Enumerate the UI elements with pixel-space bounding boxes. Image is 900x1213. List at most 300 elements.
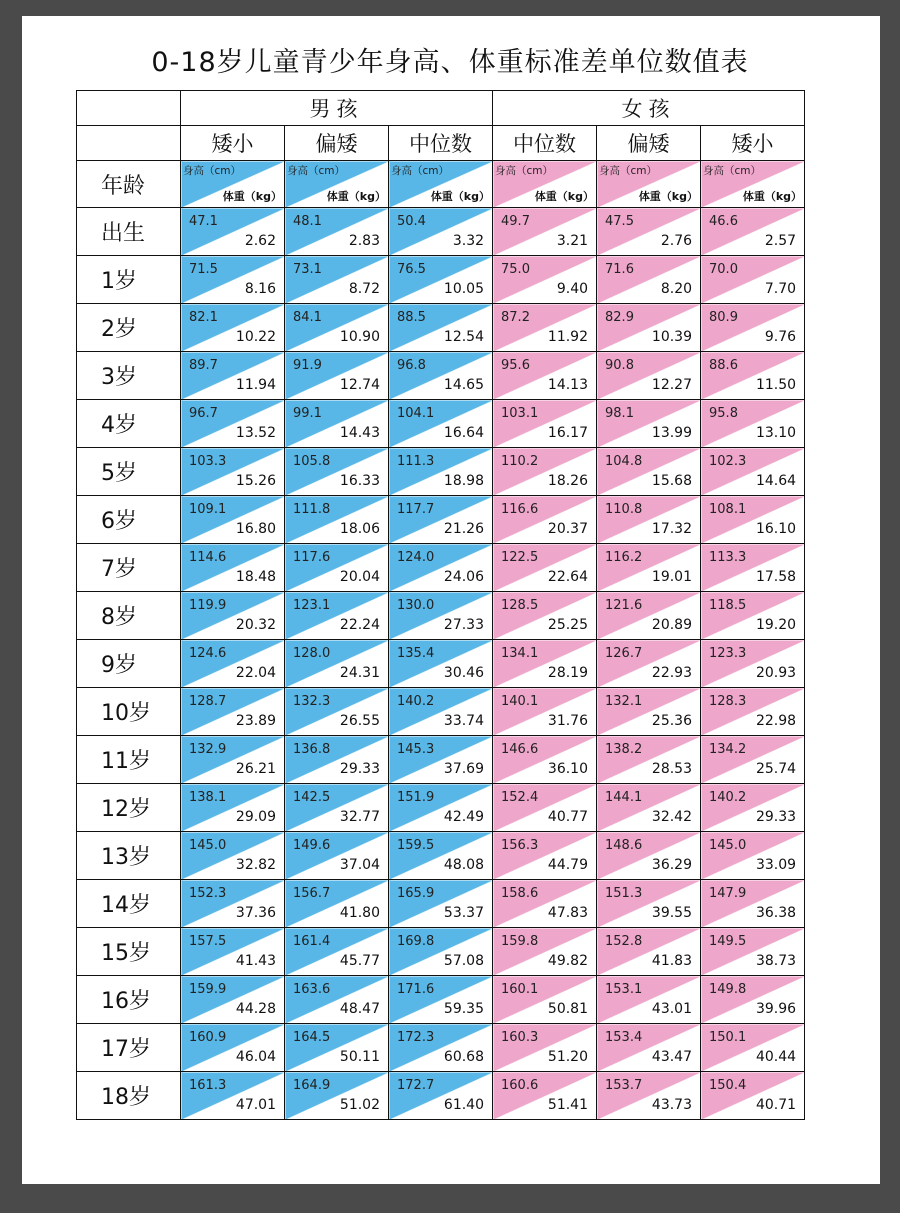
weight-value: 40.44 xyxy=(755,1049,797,1065)
height-value: 82.9 xyxy=(605,310,634,325)
height-value: 169.8 xyxy=(397,934,435,949)
age-label: 9岁 xyxy=(77,640,181,688)
weight-value: 43.73 xyxy=(651,1097,693,1113)
weight-value: 11.92 xyxy=(547,329,589,345)
girl-value-cell xyxy=(493,1072,597,1120)
table-row xyxy=(77,592,805,640)
weight-value: 20.93 xyxy=(755,665,797,681)
height-value: 76.5 xyxy=(397,262,426,277)
weight-value: 22.64 xyxy=(547,569,589,585)
boy-value-cell xyxy=(181,592,285,640)
height-value: 71.5 xyxy=(189,262,218,277)
boy-value-cell xyxy=(285,880,389,928)
weight-value: 26.21 xyxy=(235,761,276,777)
height-value: 84.1 xyxy=(293,310,322,325)
girl-value-cell xyxy=(701,208,805,256)
weight-value: 41.83 xyxy=(651,953,693,969)
height-value: 135.4 xyxy=(397,646,435,661)
girl-value-cell xyxy=(701,1072,805,1120)
girl-value-cell xyxy=(701,640,805,688)
boy-value-cell xyxy=(181,448,285,496)
weight-unit-label: 体重（kg） xyxy=(222,190,282,203)
girl-value-cell xyxy=(493,688,597,736)
blank-cell xyxy=(77,126,181,161)
girl-value-cell xyxy=(701,400,805,448)
girl-value-cell xyxy=(493,304,597,352)
height-value: 103.1 xyxy=(501,406,539,421)
girl-value-cell xyxy=(597,592,701,640)
height-value: 150.4 xyxy=(709,1078,747,1093)
height-value: 156.3 xyxy=(501,838,539,853)
girl-value-cell xyxy=(597,784,701,832)
weight-value: 29.33 xyxy=(339,761,380,777)
height-value: 150.1 xyxy=(709,1030,747,1045)
height-value: 147.9 xyxy=(709,886,747,901)
boy-unit-cell xyxy=(181,161,285,208)
weight-value: 22.93 xyxy=(651,665,693,681)
girl-value-cell xyxy=(597,256,701,304)
girl-value-cell xyxy=(597,736,701,784)
age-label: 8岁 xyxy=(77,592,181,640)
height-unit-label: 身高（cm） xyxy=(391,165,450,177)
height-value: 90.8 xyxy=(605,358,634,373)
height-value: 153.7 xyxy=(605,1078,643,1093)
weight-value: 27.33 xyxy=(443,617,485,633)
weight-value: 26.55 xyxy=(339,713,380,729)
weight-value: 61.40 xyxy=(443,1097,485,1113)
weight-value: 40.77 xyxy=(547,809,589,825)
height-value: 149.5 xyxy=(709,934,747,949)
height-value: 140.2 xyxy=(709,790,747,805)
weight-value: 8.20 xyxy=(660,281,693,297)
boy-value-cell xyxy=(285,496,389,544)
height-value: 128.7 xyxy=(189,694,227,709)
height-value: 110.8 xyxy=(605,502,643,517)
boy-value-cell xyxy=(285,976,389,1024)
weight-value: 37.36 xyxy=(235,905,276,921)
height-value: 117.7 xyxy=(397,502,435,517)
height-value: 124.0 xyxy=(397,550,435,565)
weight-value: 8.72 xyxy=(348,281,380,297)
weight-value: 8.16 xyxy=(244,281,276,297)
growth-standards-table xyxy=(76,90,805,1120)
height-value: 118.5 xyxy=(709,598,747,613)
boy-value-cell xyxy=(389,640,493,688)
weight-value: 33.09 xyxy=(755,857,797,873)
girl-col-header: 矮小 xyxy=(701,126,805,161)
table-row xyxy=(77,496,805,544)
girl-value-cell xyxy=(701,352,805,400)
height-value: 156.7 xyxy=(293,886,331,901)
girl-value-cell xyxy=(597,832,701,880)
height-value: 172.3 xyxy=(397,1030,435,1045)
weight-value: 14.65 xyxy=(443,377,485,393)
height-value: 102.3 xyxy=(709,454,747,469)
girl-value-cell xyxy=(493,496,597,544)
height-value: 111.3 xyxy=(397,454,435,469)
girl-value-cell xyxy=(701,448,805,496)
boy-value-cell xyxy=(285,928,389,976)
height-value: 138.1 xyxy=(189,790,227,805)
boy-value-cell xyxy=(285,640,389,688)
girl-value-cell xyxy=(701,832,805,880)
height-value: 152.8 xyxy=(605,934,643,949)
height-value: 47.5 xyxy=(605,214,634,229)
weight-value: 36.29 xyxy=(651,857,693,873)
boy-value-cell xyxy=(389,496,493,544)
height-value: 172.7 xyxy=(397,1078,435,1093)
corner-cell xyxy=(77,91,181,126)
height-value: 121.6 xyxy=(605,598,643,613)
height-value: 146.6 xyxy=(501,742,539,757)
table-row xyxy=(77,1024,805,1072)
boy-value-cell xyxy=(181,928,285,976)
height-value: 159.9 xyxy=(189,982,227,997)
weight-value: 16.33 xyxy=(339,473,380,489)
boy-value-cell xyxy=(285,448,389,496)
age-header: 年龄 xyxy=(77,161,181,208)
girl-value-cell xyxy=(701,784,805,832)
weight-value: 2.57 xyxy=(764,233,797,249)
page-title: 0-18岁儿童青少年身高、体重标准差单位数值表 xyxy=(151,47,749,78)
weight-value: 19.01 xyxy=(651,569,693,585)
weight-value: 18.98 xyxy=(443,473,485,489)
height-value: 111.8 xyxy=(293,502,331,517)
table-row xyxy=(77,784,805,832)
weight-value: 12.74 xyxy=(339,377,380,393)
table-row xyxy=(77,208,805,256)
table-row xyxy=(77,688,805,736)
height-value: 105.8 xyxy=(293,454,331,469)
height-value: 159.5 xyxy=(397,838,435,853)
weight-value: 11.50 xyxy=(755,377,797,393)
boy-col-header: 矮小 xyxy=(181,126,285,161)
height-value: 71.6 xyxy=(605,262,634,277)
girl-value-cell xyxy=(597,544,701,592)
weight-value: 15.26 xyxy=(235,473,276,489)
height-value: 132.3 xyxy=(293,694,331,709)
weight-value: 51.41 xyxy=(547,1097,589,1113)
boy-value-cell xyxy=(389,1072,493,1120)
weight-value: 31.76 xyxy=(547,713,589,729)
weight-value: 22.04 xyxy=(235,665,276,681)
weight-value: 14.13 xyxy=(547,377,589,393)
height-value: 88.6 xyxy=(709,358,738,373)
boy-value-cell xyxy=(181,880,285,928)
boy-value-cell xyxy=(285,304,389,352)
weight-value: 47.01 xyxy=(235,1097,276,1113)
weight-unit-label: 体重（kg） xyxy=(638,190,699,203)
girl-value-cell xyxy=(493,784,597,832)
age-label: 7岁 xyxy=(77,544,181,592)
height-value: 109.1 xyxy=(189,502,227,517)
weight-value: 7.70 xyxy=(764,281,797,297)
girl-value-cell xyxy=(493,880,597,928)
girl-group-header: 女孩 xyxy=(493,91,805,126)
weight-value: 51.02 xyxy=(339,1097,380,1113)
boy-value-cell xyxy=(389,880,493,928)
height-value: 114.6 xyxy=(189,550,227,565)
weight-value: 29.09 xyxy=(235,809,276,825)
weight-value: 42.49 xyxy=(443,809,485,825)
table-row xyxy=(77,736,805,784)
girl-value-cell xyxy=(493,256,597,304)
height-value: 95.8 xyxy=(709,406,738,421)
boy-value-cell xyxy=(285,784,389,832)
height-value: 128.0 xyxy=(293,646,331,661)
height-value: 89.7 xyxy=(189,358,218,373)
weight-value: 40.71 xyxy=(755,1097,797,1113)
age-label: 出生 xyxy=(77,208,181,256)
age-label: 3岁 xyxy=(77,352,181,400)
boy-value-cell xyxy=(389,304,493,352)
boy-value-cell xyxy=(389,976,493,1024)
height-value: 140.1 xyxy=(501,694,539,709)
girl-unit-cell xyxy=(701,161,805,208)
weight-unit-label: 体重（kg） xyxy=(534,190,595,203)
height-value: 123.1 xyxy=(293,598,331,613)
weight-value: 13.10 xyxy=(755,425,797,441)
weight-value: 53.37 xyxy=(443,905,485,921)
height-value: 47.1 xyxy=(189,214,218,229)
height-value: 149.8 xyxy=(709,982,747,997)
weight-value: 2.62 xyxy=(244,233,276,249)
boy-value-cell xyxy=(181,736,285,784)
girl-value-cell xyxy=(597,640,701,688)
weight-value: 36.10 xyxy=(547,761,589,777)
boy-value-cell xyxy=(389,400,493,448)
girl-value-cell xyxy=(493,352,597,400)
weight-value: 16.64 xyxy=(443,425,485,441)
weight-value: 44.28 xyxy=(235,1001,276,1017)
weight-value: 11.94 xyxy=(235,377,276,393)
height-value: 160.1 xyxy=(501,982,539,997)
weight-value: 18.06 xyxy=(339,521,380,537)
table-row xyxy=(77,544,805,592)
age-label: 17岁 xyxy=(77,1024,181,1072)
girl-value-cell xyxy=(493,448,597,496)
height-value: 153.1 xyxy=(605,982,643,997)
girl-value-cell xyxy=(493,832,597,880)
weight-value: 16.10 xyxy=(755,521,797,537)
boy-value-cell xyxy=(285,400,389,448)
height-value: 117.6 xyxy=(293,550,331,565)
weight-value: 9.40 xyxy=(556,281,589,297)
height-value: 160.9 xyxy=(189,1030,227,1045)
boy-value-cell xyxy=(181,1072,285,1120)
age-label: 13岁 xyxy=(77,832,181,880)
girl-value-cell xyxy=(597,352,701,400)
boy-value-cell xyxy=(389,1024,493,1072)
weight-value: 20.04 xyxy=(339,569,380,585)
girl-value-cell xyxy=(701,304,805,352)
weight-value: 43.01 xyxy=(651,1001,693,1017)
height-value: 136.8 xyxy=(293,742,331,757)
age-label: 4岁 xyxy=(77,400,181,448)
height-value: 152.3 xyxy=(189,886,227,901)
height-value: 144.1 xyxy=(605,790,643,805)
table-row xyxy=(77,1072,805,1120)
height-value: 164.9 xyxy=(293,1078,331,1093)
height-unit-label: 身高（cm） xyxy=(599,165,658,177)
table-row xyxy=(77,304,805,352)
height-value: 130.0 xyxy=(397,598,435,613)
table-row xyxy=(77,256,805,304)
boy-value-cell xyxy=(285,1024,389,1072)
weight-value: 22.24 xyxy=(339,617,380,633)
height-value: 98.1 xyxy=(605,406,634,421)
weight-value: 28.19 xyxy=(547,665,589,681)
weight-value: 18.26 xyxy=(547,473,589,489)
weight-value: 16.17 xyxy=(547,425,589,441)
weight-value: 32.82 xyxy=(235,857,276,873)
girl-value-cell xyxy=(701,256,805,304)
weight-value: 13.52 xyxy=(235,425,276,441)
boy-value-cell xyxy=(285,208,389,256)
height-value: 134.2 xyxy=(709,742,747,757)
weight-value: 60.68 xyxy=(443,1049,485,1065)
table-row xyxy=(77,352,805,400)
height-value: 82.1 xyxy=(189,310,218,325)
height-unit-label: 身高（cm） xyxy=(287,165,346,177)
height-value: 116.2 xyxy=(605,550,643,565)
age-label: 15岁 xyxy=(77,928,181,976)
height-value: 163.6 xyxy=(293,982,331,997)
girl-value-cell xyxy=(701,928,805,976)
girl-col-header: 中位数 xyxy=(493,126,597,161)
weight-value: 18.48 xyxy=(235,569,276,585)
boy-value-cell xyxy=(389,352,493,400)
age-label: 12岁 xyxy=(77,784,181,832)
table-row xyxy=(77,880,805,928)
boy-value-cell xyxy=(389,544,493,592)
girl-unit-cell xyxy=(597,161,701,208)
height-unit-label: 身高（cm） xyxy=(703,165,762,177)
boy-value-cell xyxy=(181,976,285,1024)
height-value: 91.9 xyxy=(293,358,322,373)
girl-value-cell xyxy=(701,544,805,592)
height-unit-label: 身高（cm） xyxy=(183,165,242,177)
height-value: 124.6 xyxy=(189,646,227,661)
height-value: 145.0 xyxy=(189,838,227,853)
girl-value-cell xyxy=(493,1024,597,1072)
weight-value: 17.32 xyxy=(651,521,693,537)
weight-value: 49.82 xyxy=(547,953,589,969)
weight-value: 10.90 xyxy=(339,329,380,345)
weight-value: 2.83 xyxy=(348,233,380,249)
weight-value: 37.69 xyxy=(443,761,485,777)
weight-value: 12.54 xyxy=(443,329,485,345)
girl-value-cell xyxy=(493,592,597,640)
height-value: 104.1 xyxy=(397,406,435,421)
weight-unit-label: 体重（kg） xyxy=(326,190,386,203)
girl-value-cell xyxy=(701,1024,805,1072)
weight-value: 20.89 xyxy=(651,617,693,633)
weight-value: 51.20 xyxy=(547,1049,589,1065)
weight-value: 45.77 xyxy=(339,953,380,969)
boy-value-cell xyxy=(181,256,285,304)
table-row xyxy=(77,400,805,448)
height-value: 126.7 xyxy=(605,646,643,661)
height-value: 73.1 xyxy=(293,262,322,277)
boy-col-header: 中位数 xyxy=(389,126,493,161)
table-row xyxy=(77,976,805,1024)
weight-value: 24.06 xyxy=(443,569,485,585)
age-label: 18岁 xyxy=(77,1072,181,1120)
girl-value-cell xyxy=(701,496,805,544)
boy-value-cell xyxy=(389,592,493,640)
height-value: 99.1 xyxy=(293,406,322,421)
height-value: 110.2 xyxy=(501,454,539,469)
boy-unit-cell xyxy=(389,161,493,208)
height-value: 165.9 xyxy=(397,886,435,901)
weight-value: 32.77 xyxy=(339,809,380,825)
weight-value: 12.27 xyxy=(651,377,693,393)
weight-value: 20.32 xyxy=(235,617,276,633)
table-row xyxy=(77,832,805,880)
table-row xyxy=(77,640,805,688)
boy-value-cell xyxy=(181,832,285,880)
height-value: 123.3 xyxy=(709,646,747,661)
height-value: 48.1 xyxy=(293,214,322,229)
girl-value-cell xyxy=(597,688,701,736)
boy-value-cell xyxy=(389,736,493,784)
height-value: 103.3 xyxy=(189,454,227,469)
height-value: 46.6 xyxy=(709,214,738,229)
girl-value-cell xyxy=(597,1072,701,1120)
weight-value: 19.20 xyxy=(755,617,797,633)
height-value: 132.1 xyxy=(605,694,643,709)
weight-value: 48.08 xyxy=(443,857,485,873)
boy-value-cell xyxy=(181,496,285,544)
height-value: 159.8 xyxy=(501,934,539,949)
boy-value-cell xyxy=(285,688,389,736)
height-value: 116.6 xyxy=(501,502,539,517)
boy-value-cell xyxy=(389,832,493,880)
boy-value-cell xyxy=(389,688,493,736)
weight-value: 50.81 xyxy=(547,1001,589,1017)
girl-value-cell xyxy=(493,976,597,1024)
height-value: 160.6 xyxy=(501,1078,539,1093)
boy-unit-cell xyxy=(285,161,389,208)
boy-value-cell xyxy=(181,784,285,832)
boy-value-cell xyxy=(181,1024,285,1072)
table-row xyxy=(77,928,805,976)
weight-value: 48.47 xyxy=(339,1001,380,1017)
weight-value: 17.58 xyxy=(755,569,797,585)
age-label: 6岁 xyxy=(77,496,181,544)
height-value: 158.6 xyxy=(501,886,539,901)
girl-value-cell xyxy=(493,208,597,256)
weight-value: 38.73 xyxy=(755,953,797,969)
height-value: 145.0 xyxy=(709,838,747,853)
girl-value-cell xyxy=(597,208,701,256)
boy-value-cell xyxy=(181,352,285,400)
weight-value: 32.42 xyxy=(651,809,693,825)
boy-value-cell xyxy=(285,352,389,400)
weight-value: 9.76 xyxy=(764,329,797,345)
height-value: 149.6 xyxy=(293,838,331,853)
height-value: 152.4 xyxy=(501,790,539,805)
girl-value-cell xyxy=(701,592,805,640)
weight-unit-label: 体重（kg） xyxy=(742,190,803,203)
weight-value: 50.11 xyxy=(339,1049,380,1065)
boy-value-cell xyxy=(389,208,493,256)
girl-unit-cell xyxy=(493,161,597,208)
height-value: 50.4 xyxy=(397,214,426,229)
boy-value-cell xyxy=(181,208,285,256)
weight-value: 39.96 xyxy=(755,1001,797,1017)
